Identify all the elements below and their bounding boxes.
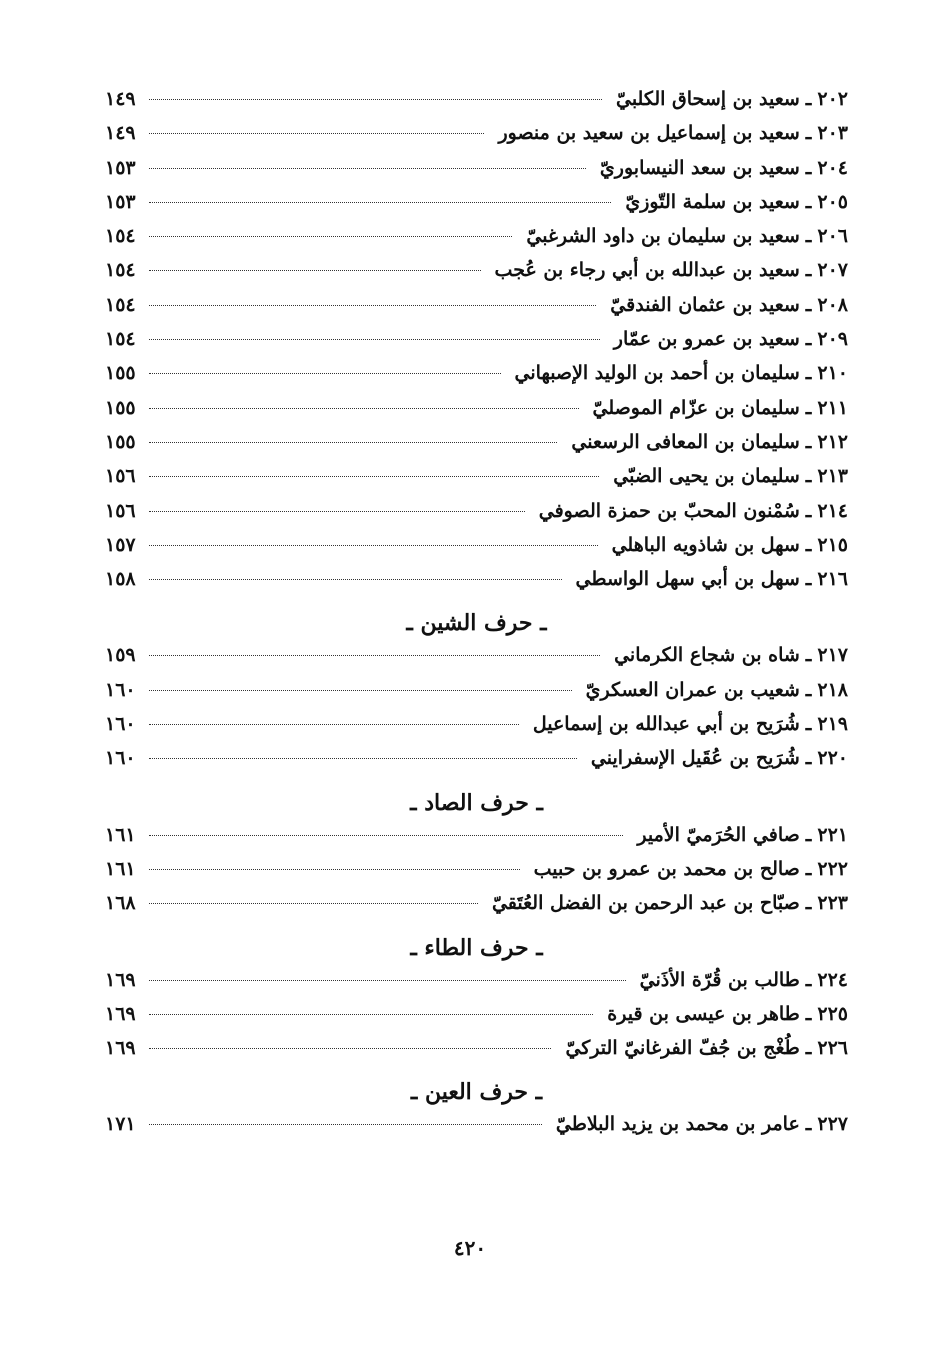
entry-number: ٢٢٣	[817, 892, 848, 915]
dot-leader	[149, 1014, 593, 1015]
entry-page-number: ١٥٩	[105, 644, 136, 667]
entry-page-number: ١٧١	[105, 1113, 136, 1136]
entry-dash: ـ	[805, 156, 812, 179]
index-entry	[105, 500, 848, 534]
entry-number: ٢١٥	[817, 533, 848, 556]
entry-page-number: ١٦٩	[105, 1037, 136, 1060]
entry-page-number: ١٦١	[105, 857, 136, 880]
entry-dash: ـ	[805, 499, 812, 522]
entry-title: شاه بن شجاع الكرماني	[614, 644, 800, 667]
entry-page-number: ١٥٣	[105, 190, 136, 213]
entry-dash: ـ	[805, 88, 812, 110]
index-entry	[105, 328, 848, 362]
entry-number: ٢٢٦	[817, 1037, 848, 1060]
dot-leader	[149, 869, 520, 870]
index-entry	[105, 157, 848, 191]
entry-title: طالب بن قُرّة الأذَنيّ	[639, 968, 800, 991]
index-entry	[105, 88, 848, 122]
entry-number: ٢١٢	[817, 430, 848, 453]
entry-dash: ـ	[805, 713, 812, 736]
entry-number: ٢١٧	[817, 644, 848, 667]
dot-leader	[149, 690, 572, 691]
entry-page-number: ١٥٤	[105, 293, 136, 316]
index-entry	[105, 644, 848, 678]
entry-title: سليمان بن عزّام الموصليّ	[592, 396, 800, 419]
entry-number: ٢٠٧	[817, 259, 848, 282]
entry-number: ٢١١	[817, 396, 848, 419]
entry-page-number: ١٥٦	[105, 465, 136, 488]
entry-number: ٢٢٠	[817, 747, 848, 770]
entry-page-number: ١٥٥	[105, 362, 136, 385]
dot-leader	[149, 903, 478, 904]
entry-title: سليمان بن المعافى الرسعني	[571, 430, 800, 453]
entry-number: ٢٢١	[817, 823, 848, 846]
index-entry	[105, 1003, 848, 1037]
index-entry	[105, 713, 848, 747]
entry-dash: ـ	[805, 968, 812, 991]
entry-page-number: ١٦٠	[105, 713, 136, 736]
page-number: ٤٢٠	[453, 1236, 487, 1260]
entry-title: صبّاح بن عبد الرحمن بن الفضل العُتَقيّ	[491, 892, 800, 915]
entry-title: سليمان بن أحمد بن الوليد الإصبهاني	[514, 362, 800, 385]
entry-title: سعيد بن عثمان الفندقيّ	[610, 293, 800, 316]
entry-title: سعيد بن عبدالله بن أبي رجاء بن عُجب	[494, 259, 800, 282]
entry-dash: ـ	[805, 225, 812, 248]
entry-title: سعيد بن عمرو بن عمّار	[613, 328, 800, 351]
entry-dash: ـ	[805, 678, 812, 701]
dot-leader	[149, 305, 596, 306]
entry-dash: ـ	[805, 259, 812, 282]
entry-number: ٢١٠	[817, 362, 848, 385]
dot-leader	[149, 99, 602, 100]
index-entry	[105, 191, 848, 225]
entry-number: ٢١٨	[817, 678, 848, 701]
section-heading: ـ حرف العين ـ	[410, 1079, 543, 1106]
dot-leader	[149, 202, 611, 203]
dot-leader	[149, 980, 626, 981]
entry-dash: ـ	[805, 430, 812, 453]
entry-dash: ـ	[805, 747, 812, 770]
entry-dash: ـ	[805, 857, 812, 880]
entry-page-number: ١٦٠	[105, 678, 136, 701]
entry-title: سهل بن أبي سهل الواسطي	[575, 568, 800, 591]
entry-page-number: ١٦١	[105, 823, 136, 846]
dot-leader	[149, 835, 623, 836]
entry-page-number: ١٥٦	[105, 499, 136, 522]
entry-page-number: ١٦٠	[105, 747, 136, 770]
section-heading: ـ حرف الصاد ـ	[410, 789, 543, 816]
index-entry	[105, 1113, 848, 1147]
entry-dash: ـ	[805, 122, 812, 145]
index-entry	[105, 534, 848, 568]
index-entry	[105, 397, 848, 431]
entry-number: ٢٢٥	[817, 1002, 848, 1025]
entry-number: ٢٢٢	[817, 857, 848, 880]
index-entry	[105, 259, 848, 293]
entry-page-number: ١٥٤	[105, 225, 136, 248]
entry-page-number: ١٦٨	[105, 892, 136, 915]
index-entry	[105, 747, 848, 781]
entry-title: سهل بن شاذويه الباهلي	[611, 533, 800, 556]
entry-title: طُغْج بن جُفّ الفرغانيّ التركيّ	[565, 1037, 800, 1060]
index-entry	[105, 858, 848, 892]
index-entry	[105, 568, 848, 602]
entry-number: ٢٠٨	[817, 293, 848, 316]
entry-dash: ـ	[805, 1113, 812, 1136]
entry-page-number: ١٦٩	[105, 1002, 136, 1025]
index-entry	[105, 824, 848, 858]
dot-leader	[149, 1048, 551, 1049]
entry-number: ٢٠٣	[817, 122, 848, 145]
index-entry	[105, 969, 848, 1003]
dot-leader	[149, 655, 600, 656]
entry-dash: ـ	[805, 293, 812, 316]
entry-number: ٢٢٧	[817, 1113, 848, 1136]
entry-page-number: ١٥٨	[105, 568, 136, 591]
entry-page-number: ١٥٥	[105, 430, 136, 453]
dot-leader	[149, 724, 519, 725]
entry-dash: ـ	[805, 568, 812, 591]
entry-title: شُرَيح بن عُقَيل الإسفرايني	[590, 747, 800, 770]
entry-title: صالح بن محمد بن عمرو بن حبيب	[533, 857, 800, 880]
dot-leader	[149, 758, 577, 759]
dot-leader	[149, 511, 525, 512]
entry-title: سعيد بن سعد النيسابوريّ	[599, 156, 800, 179]
index-entry	[105, 465, 848, 499]
entry-dash: ـ	[805, 328, 812, 351]
entry-number: ٢٠٦	[817, 225, 848, 248]
entry-number: ٢١٩	[817, 713, 848, 736]
dot-leader	[149, 373, 501, 374]
dot-leader	[149, 168, 586, 169]
entry-page-number: ١٤٩	[105, 122, 136, 145]
entry-title: سعيد بن سلمة التّوزيّ	[625, 190, 800, 213]
index-entry	[105, 431, 848, 465]
dot-leader	[149, 579, 562, 580]
entry-number: ٢١٤	[817, 499, 848, 522]
entry-title: شُرَيح بن أبي عبدالله بن إسماعيل	[532, 713, 800, 736]
entry-page-number: ١٥٧	[105, 533, 136, 556]
dot-leader	[149, 236, 512, 237]
entry-title: سليمان بن يحيى الضبّي	[613, 465, 800, 488]
dot-leader	[149, 476, 599, 477]
entry-dash: ـ	[805, 190, 812, 213]
index-entry	[105, 679, 848, 713]
index-entry	[105, 122, 848, 156]
index-entries	[105, 88, 848, 1148]
entry-title: طاهر بن عيسى بن قيرة	[607, 1002, 800, 1025]
entry-dash: ـ	[805, 465, 812, 488]
dot-leader	[149, 408, 579, 409]
section-heading: ـ حرف الشين ـ	[406, 610, 547, 637]
entry-page-number: ١٥٥	[105, 396, 136, 419]
entry-number: ٢٠٢	[817, 88, 848, 110]
dot-leader	[149, 442, 557, 443]
entry-title: سُمْنون المحبّ بن حمزة الصوفي	[538, 499, 800, 522]
entry-dash: ـ	[805, 644, 812, 667]
index-entry	[105, 294, 848, 328]
entry-page-number: ١٥٤	[105, 259, 136, 282]
entry-dash: ـ	[805, 892, 812, 915]
entry-title: صافي الحُرَميّ الأمير	[637, 823, 800, 846]
dot-leader	[149, 545, 598, 546]
entry-number: ٢٠٤	[817, 156, 848, 179]
entry-page-number: ١٤٩	[105, 88, 136, 110]
entry-number: ٢٠٩	[817, 328, 848, 351]
entry-number: ٢٢٤	[817, 968, 848, 991]
index-entry	[105, 225, 848, 259]
dot-leader	[149, 133, 484, 134]
entry-title: سعيد بن إسحاق الكلبيّ	[615, 88, 800, 110]
entry-dash: ـ	[805, 362, 812, 385]
entry-title: سعيد بن سليمان بن داود الشرغبيّ	[526, 225, 800, 248]
entry-dash: ـ	[805, 1002, 812, 1025]
entry-title: عامر بن محمد بن يزيد البلاطيّ	[555, 1113, 800, 1136]
entry-number: ٢٠٥	[817, 190, 848, 213]
dot-leader	[149, 270, 481, 271]
entry-dash: ـ	[805, 823, 812, 846]
index-entry	[105, 892, 848, 926]
entry-title: شعيب بن عمران العسكريّ	[585, 678, 800, 701]
entry-page-number: ١٥٤	[105, 328, 136, 351]
entry-dash: ـ	[805, 396, 812, 419]
entry-title: سعيد بن إسماعيل بن سعيد بن منصور	[498, 122, 800, 145]
entry-number: ٢١٣	[817, 465, 848, 488]
entry-page-number: ١٦٩	[105, 968, 136, 991]
entry-number: ٢١٦	[817, 568, 848, 591]
entry-page-number: ١٥٣	[105, 156, 136, 179]
dot-leader	[149, 1124, 542, 1125]
entry-dash: ـ	[805, 1037, 812, 1060]
dot-leader	[149, 339, 600, 340]
entry-dash: ـ	[805, 533, 812, 556]
index-entry	[105, 362, 848, 396]
section-heading: ـ حرف الطاء ـ	[410, 934, 543, 961]
index-entry	[105, 1037, 848, 1071]
